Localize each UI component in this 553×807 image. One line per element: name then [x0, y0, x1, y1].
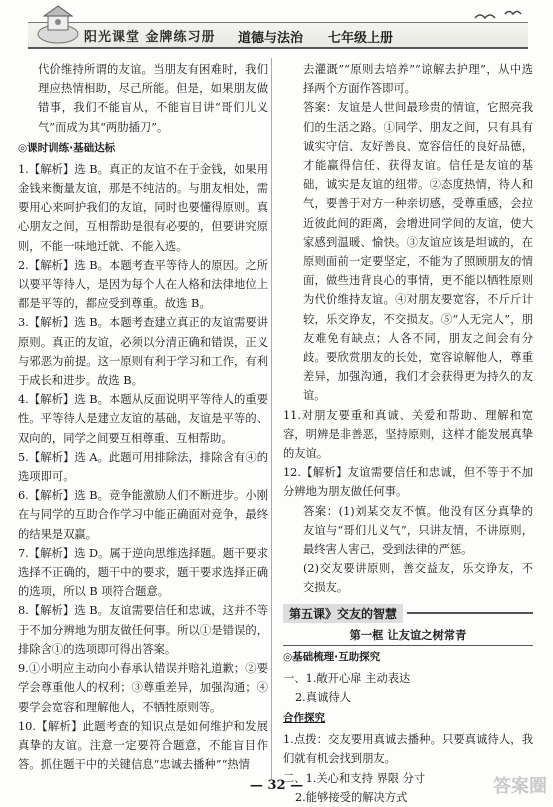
subsection-title: 第一框 让友谊之树常青 — [283, 625, 533, 646]
series-title: 阳光课堂 金牌练习册 — [84, 30, 216, 45]
right-column — [283, 60, 533, 807]
answer-paragraph: 1.点拨：交友要用真诚去播种。只要真诚待人，我们就有机会找到朋友。 — [283, 733, 533, 766]
subject-title: 道德与法治 — [238, 31, 304, 46]
answer-paragraph: 5.【解析】选 A。此题可用排除法，排除含有④的选项即可。 — [18, 450, 268, 484]
section-heading: 合作探究 — [283, 712, 325, 725]
answer-paragraph: 4.【解析】选 B。本题从反面说明平等待人的重要性。平等待人是建立友谊的基础，友谊是平等的、双向的，同学之间要互相尊重、互相帮助。 — [18, 393, 268, 445]
answer-paragraph: 一、1.敞开心扉 主动表达 — [283, 671, 411, 685]
birds-icon — [470, 6, 530, 26]
answer-paragraph: 10.【解析】此题考查的知识点是如何维护和发展真挚的友谊。注意一定要符合题意，不能盲目作答。抓住题干中的关键信息“忠诚去播种”“热情 — [18, 719, 268, 772]
lesson-rule — [407, 612, 533, 614]
watermark: 答案圈 — [493, 776, 547, 797]
answer-paragraph: 12.【解析】友谊需要信任和忠诚，但不等于不加分辨地为朋友做任何事。 — [283, 466, 533, 499]
answer-paragraph: 9.①小明应主动向小春承认错误并赔礼道歉；②要学会尊重他人的权利；③尊重差异，加强沟通；④要学会宽容和理解他人，不牺牲原则等。 — [18, 662, 268, 714]
lesson-heading — [283, 604, 533, 623]
answer-paragraph: 答案：友谊是人世间最珍贵的情谊，它照亮我们的生活之路。①同学、朋友之间，只有具有诚实守信、友好善良、宽容信任的良好品德，才能赢得信任、获得友谊。信任是友谊的基础，诚实是友谊的纽带。②态度热情，待人和气，要善于对方一种亲切感，受尊重感，会拉近彼此间的距离，会增进同学间的友谊，使大家感到温暖、愉快。③友谊应该是坦诚的，在原则面前一定要坚定，不能为了照顾朋友的情面，做些违背良心的事情，更不能以牺牲原则为代价维持友谊。④对朋友要宽容，不斤斤计较，乐交诤友，不交损友。⑤“人无完人”，朋友难免有缺点；人各不同，朋友之间会有分歧。要欣赏朋友的长处，宽容谅解他人，尊重差异，加强沟通，我们才会获得更为持久的友谊。 — [303, 101, 533, 403]
answer-paragraph: 2.真诚待人 — [295, 690, 351, 704]
answer-paragraph: 2.【解析】选 B。本题考查平等待人的原因。之所以要平等待人，是因为每个人在人格和法律地位上都是平等的，都应受到尊重。故选 B。 — [18, 258, 268, 311]
column-divider — [271, 58, 272, 780]
page-number: — 32 — — [249, 778, 304, 793]
answer-paragraph: 二、1.关心和支持 界限 分寸 — [283, 771, 426, 785]
answer-paragraph: 11.对朋友要重和真诚、关爱和帮助、理解和宽容，明辨是非善恶，坚持原则，这样才能发展真挚的友谊。 — [283, 408, 533, 461]
answer-paragraph: 2.能够接受的解决方式 — [295, 790, 408, 804]
section-heading: ◎课时训练·基础达标 — [18, 141, 116, 154]
answer-paragraph: 答案：(1)刘某交友不慎。他没有区分真挚的友谊与“哥们儿义气”，只讲友情，不讲原则，最终害人害己，受到法律的严惩。 — [303, 504, 533, 557]
section-heading: ◎基础梳理·互助探究 — [283, 650, 381, 663]
answer-paragraph: 1.【解析】选 B。真正的友谊不在于金钱，如果用金钱来衡量友谊，那是不纯洁的。与朋友相处，需要用心来呵护我们的友谊，同时也要懂得原则。真心朋友之间，互相帮助是很有必要的，但要讲究原则，不能一味地迁就、不能入选。 — [18, 162, 268, 253]
answer-paragraph: 7.【解析】选 D。属于逆向思维选择题。题干要求选择不正确的，题干中的要求，题干要求选择正确的选项，所以 B 项符合题意。 — [18, 546, 268, 599]
answer-paragraph: (2)交友要讲原则，善交益友，乐交诤友，不交损友。 — [303, 562, 533, 595]
left-column — [18, 60, 268, 774]
lesson-title: 第五课》交友的智慧 — [283, 604, 403, 623]
page-header — [0, 0, 553, 52]
answer-paragraph: 6.【解析】选 B。竞争能激励人们不断进步。小刚在与同学的互助合作学习中能正确面对竞争，最终的结果是双赢。 — [18, 489, 268, 541]
answer-paragraph: 代价维持所谓的友谊。当朋友有困难时，我们理应热情相助，尽己所能。但是，如果朋友做错事，我们不能盲从，不能盲目讲“哥们儿义气”而成为其“两肋插刀”。 — [38, 63, 268, 134]
answer-paragraph: 8.【解析】选 B。友谊需要信任和忠诚，这并不等于不加分辨地为朋友做任何事。所以①是错误的，排除含①的选项即可得出答案。 — [18, 604, 268, 656]
answer-paragraph: 3.【解析】选 B。本题考查建立真正的友谊需要讲原则。真正的友谊，必须以分清正确和错误，正义与邪恶为前提。这一原则有利于学习和工作，有利于成长和进步。故选 B。 — [18, 316, 268, 388]
logo-icon — [34, 4, 82, 48]
answer-paragraph: 去灌溉”“原则去培养”“谅解去护理”，从中选择两个方面作答即可。 — [303, 63, 533, 96]
grade-title: 七年级上册 — [328, 31, 394, 46]
